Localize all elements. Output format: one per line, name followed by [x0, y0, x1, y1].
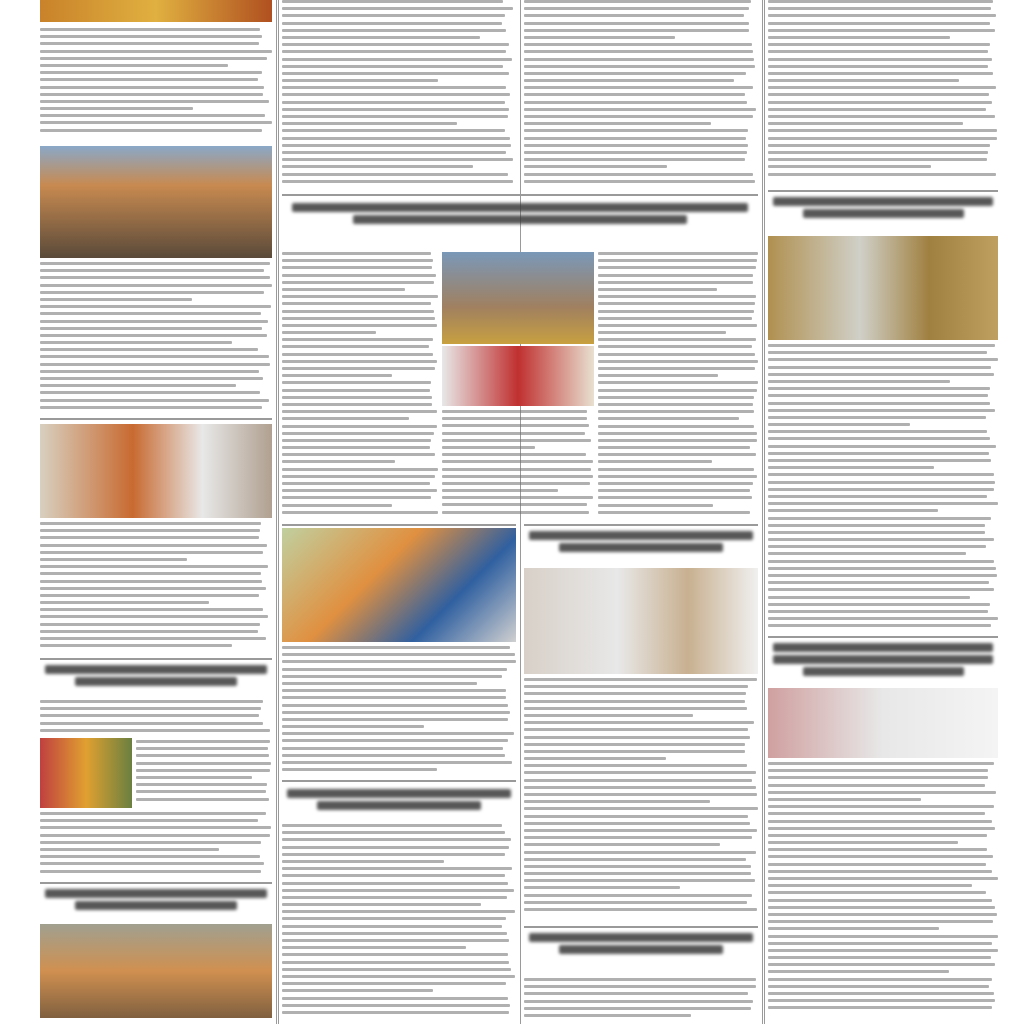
- text-c3-bottom: [524, 978, 758, 1022]
- photo-c4-lower: [768, 688, 998, 758]
- headline-c4-top: [768, 194, 998, 232]
- headline-a5: [40, 886, 272, 922]
- photo-a2: [40, 146, 272, 258]
- row-rule: [40, 418, 272, 420]
- text-a4: [40, 812, 272, 878]
- photo-a1: [40, 0, 272, 22]
- row-rule: [524, 524, 758, 526]
- row-rule: [524, 926, 758, 928]
- text-a2: [40, 262, 272, 414]
- photo-a5: [40, 924, 272, 1018]
- text-a4-side: [136, 740, 272, 808]
- text-c2-lower2: [282, 824, 516, 1020]
- photo-a3: [40, 424, 272, 518]
- text-c2-lower: [282, 646, 516, 776]
- text-c3-top: [524, 0, 758, 190]
- text-lead-c2: [282, 252, 438, 520]
- text-a1: [40, 28, 272, 143]
- headline-c3-bottom: [524, 930, 758, 974]
- text-a4-top: [40, 700, 272, 736]
- column-rule: [276, 0, 277, 1024]
- column-rule: [278, 0, 279, 1024]
- row-rule: [768, 190, 998, 192]
- text-c4-top: [768, 0, 998, 186]
- photo-lead-1: [442, 252, 594, 344]
- headline-c3-lower: [524, 528, 758, 564]
- text-lead-under: [442, 410, 594, 520]
- photo-a4: [40, 738, 132, 808]
- headline-c2-lower2: [282, 786, 516, 820]
- row-rule: [768, 636, 998, 638]
- text-c2-top: [282, 0, 516, 190]
- text-lead-c3: [598, 252, 758, 520]
- photo-lead-2: [442, 346, 594, 406]
- row-rule: [282, 780, 516, 782]
- row-rule: [40, 882, 272, 884]
- photo-c4-top: [768, 236, 998, 340]
- column-rule: [764, 0, 765, 1024]
- headline-lead: [282, 200, 758, 246]
- photo-c3-lower: [524, 568, 758, 674]
- row-rule: [282, 524, 516, 526]
- column-rule: [762, 0, 763, 1024]
- photo-c2-lower: [282, 528, 516, 642]
- text-c4-top-body: [768, 344, 998, 634]
- row-rule: [40, 658, 272, 660]
- text-a3: [40, 522, 272, 654]
- text-c4-lower: [768, 762, 998, 1020]
- headline-c4-lower: [768, 640, 998, 686]
- headline-a4: [40, 662, 272, 698]
- row-rule: [282, 194, 758, 196]
- text-c3-lower: [524, 678, 758, 922]
